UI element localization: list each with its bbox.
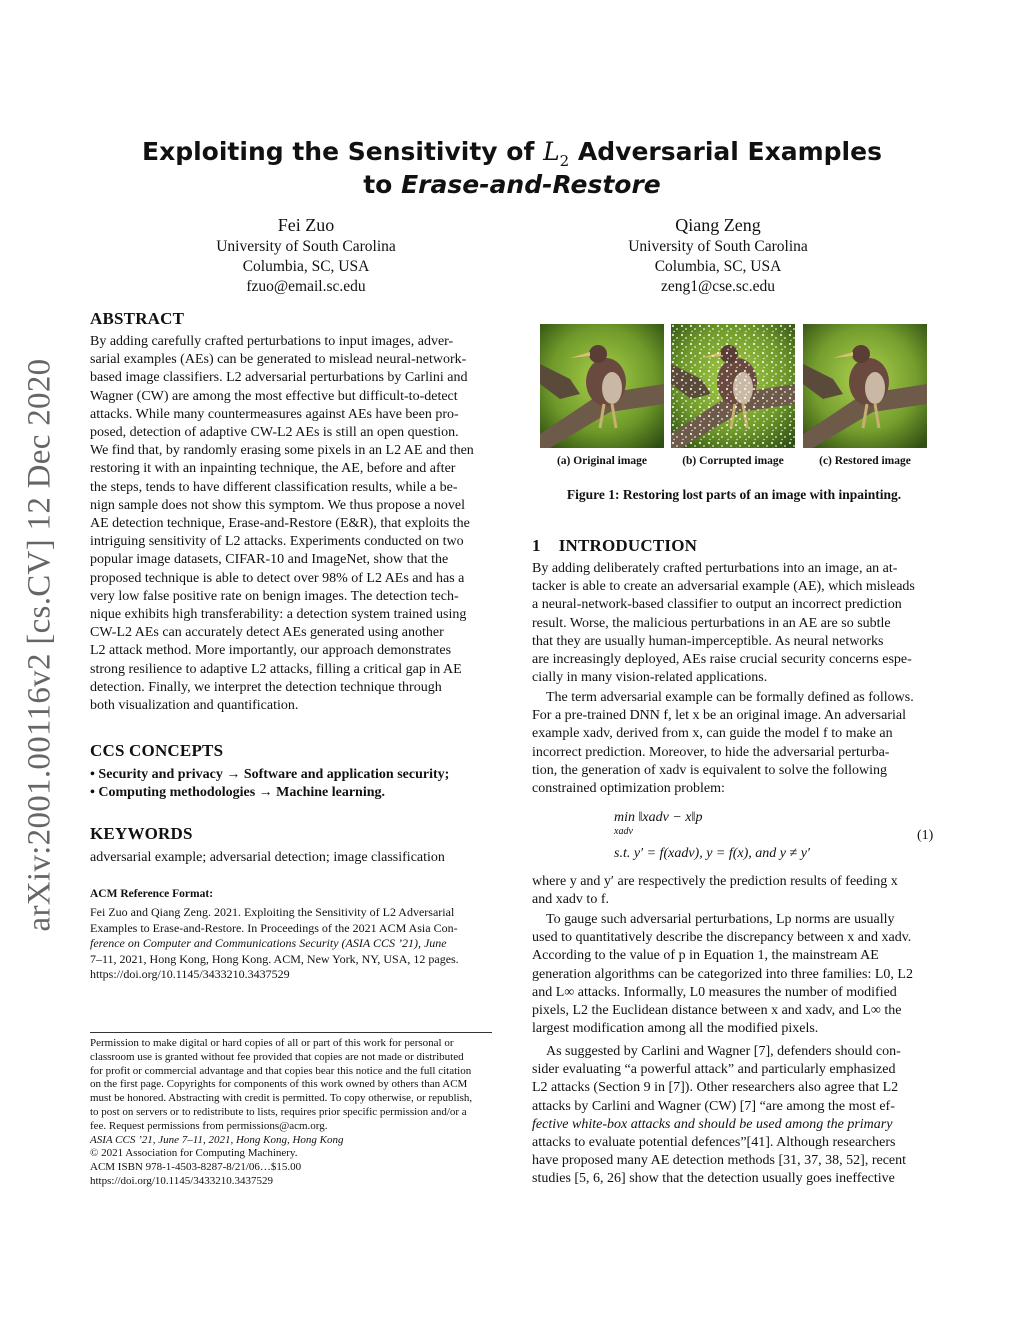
bird-corrupted-illustration: [671, 324, 795, 448]
abstract-line: nique exhibits high transferability: a detection system trained using: [90, 607, 467, 623]
text-line: L2 attacks (Section 9 in [7]). Other researchers also agree that L2: [532, 1080, 899, 1096]
abstract-heading: ABSTRACT: [90, 309, 185, 328]
figure-image-restored: [803, 324, 927, 448]
abstract-line: attacks. While many countermeasures against AEs have been pro-: [90, 406, 459, 422]
author-name: Fei Zuo: [277, 215, 335, 235]
ccs-heading: CCS CONCEPTS: [90, 741, 224, 760]
abstract-line: posed, detection of adaptive CW-L2 AEs is still an open question.: [90, 425, 459, 441]
text-line: are increasingly deployed, AEs raise crucial security concerns espe-: [532, 652, 912, 668]
text-line: cially in many vision-related applications.: [532, 670, 768, 686]
bird-original-illustration: [540, 324, 664, 448]
footnote-rule: [90, 1032, 492, 1033]
text-line: have proposed many AE detection methods [31, 37, 38, 52], recent: [532, 1153, 907, 1169]
keywords-heading: KEYWORDS: [90, 824, 193, 843]
title-line2-pre: to: [363, 170, 402, 199]
permission-line: for profit or commercial advantage and that copies bear this notice and the full citation: [90, 1064, 472, 1077]
permission-line: Permission to make digital or hard copies of all or part of this work for personal or: [90, 1037, 454, 1049]
abstract-line: Wagner (CW) are among the most effective but difficult-to-detect: [90, 388, 458, 404]
text-line: For a pre-trained DNN f, let x be an original image. An adversarial: [532, 708, 906, 724]
abstract-line: detection. Finally, we interpret the detection technique through: [90, 679, 442, 695]
text-line: and L∞ attacks. Informally, L0 measures the number of modified: [532, 984, 897, 1000]
ccs-item: • Security and privacy → Software and application security;: [90, 767, 450, 782]
title-math-sub: 2: [559, 152, 570, 170]
section-title: INTRODUCTION: [558, 536, 698, 555]
abstract-line: sarial examples (AEs) can be generated to mislead neural-network-: [90, 352, 467, 368]
title-line2-emphasis: Erase-and-Restore: [401, 170, 661, 199]
text-line: studies [5, 6, 26] show that the detection usually goes ineffective: [532, 1171, 895, 1187]
text-line: To gauge such adversarial perturbations, Lp norms are usually: [546, 912, 895, 927]
acm-reference-body: [90, 905, 492, 983]
abstract-line: popular image datasets, CIFAR-10 and ImageNet, show that the: [90, 552, 449, 568]
text-line: The term adversarial example can be formally defined as follows.: [546, 690, 914, 705]
text-line: sider evaluating “a powerful attack” and particularly emphasized: [532, 1062, 896, 1078]
section-number: 1: [532, 536, 541, 555]
text-line: incorrect prediction. Moreover, to hide the adversarial perturba-: [532, 744, 890, 760]
author-name: Qiang Zeng: [675, 215, 761, 235]
title-text-pre: Exploiting the Sensitivity of: [142, 137, 544, 166]
permission-line: fee. Request permissions from permissions@acm.org.: [90, 1119, 328, 1132]
acm-reference-line: ference on Computer and Communications Security (ASIA CCS ’21), June: [90, 936, 447, 951]
permission-line: must be honored. Abstracting with credit is permitted. To copy otherwise, or republish,: [90, 1092, 473, 1105]
abstract-line: intriguing sensitivity of L2 attacks. Experiments conducted on two: [90, 534, 464, 550]
text-line: attacks by Carlini and Wagner (CW) [7] “are among the most ef-: [532, 1098, 895, 1114]
intro-paragraph-3: [532, 873, 936, 909]
text-line: that they are usually human-imperceptible. As neural networks: [532, 633, 884, 649]
author-affiliation: University of South Carolina: [216, 238, 396, 255]
abstract-body: [90, 333, 492, 715]
intro-paragraph-2: [532, 689, 936, 798]
author-email: fzuo@email.sc.edu: [246, 278, 366, 295]
abstract-line: CW-L2 AEs can accurately detect AEs generated using another: [90, 625, 444, 641]
equation-number: (1): [917, 828, 934, 843]
permission-line: ACM ISBN 978-1-4503-8287-8/21/06…$15.00: [90, 1161, 302, 1174]
abstract-line: We find that, by randomly erasing some pixels in an L2 AE and then: [90, 443, 474, 459]
acm-reference-line: Examples to Erase-and-Restore. In Proceedings of the 2021 ACM Asia Con-: [90, 920, 458, 935]
text-line: largest modification among all the modified pixels.: [532, 1021, 819, 1037]
text-line: attacks to evaluate potential defences”[41]. Although researchers: [532, 1135, 896, 1151]
abstract-line: the steps, tends to have different classification results, while a be-: [90, 479, 458, 495]
abstract-line: L2 attack method. More importantly, our approach demonstrates: [90, 643, 452, 659]
acm-reference-line: https://doi.org/10.1145/3433210.3437529: [90, 967, 290, 982]
permission-line: © 2021 Association for Computing Machinery.: [90, 1147, 298, 1160]
text-line: tion, the generation of xadv is equivalent to solve the following: [532, 762, 887, 778]
ccs-list: [90, 766, 494, 802]
author-affiliation: University of South Carolina: [628, 238, 808, 255]
intro-paragraph-1: [532, 560, 936, 687]
text-line: constrained optimization problem:: [532, 781, 725, 797]
abstract-line: By adding carefully crafted perturbations to input images, adver-: [90, 334, 454, 349]
text-line: tacker is able to create an adversarial example (AE), which misleads: [532, 579, 915, 595]
intro-paragraph-5: [532, 1043, 936, 1189]
text-line: pixels, L2 the Euclidean distance between x and xadv, and L∞ the: [532, 1003, 902, 1019]
permission-line: ASIA CCS ’21, June 7–11, 2021, Hong Kong, Hong Kong: [90, 1133, 344, 1146]
intro-heading: [532, 536, 697, 556]
abstract-line: both visualization and quantification.: [90, 698, 299, 714]
paper-title-line2: [0, 169, 1024, 201]
subcaption-c: (c) Restored image: [819, 455, 911, 467]
figure-image-original: [540, 324, 664, 448]
subcaption-a: (a) Original image: [556, 455, 648, 467]
text-line: and xadv to f.: [532, 892, 609, 908]
author-email: zeng1@cse.sc.edu: [660, 278, 776, 295]
permission-line: classroom use is granted without fee provided that copies are not made or distributed: [90, 1050, 464, 1063]
equation-under-min: xadv: [614, 826, 633, 837]
text-line: used to quantitatively describe the discrepancy between x and xadv.: [532, 930, 912, 946]
permission-line: https://doi.org/10.1145/3433210.3437529: [90, 1174, 274, 1187]
keywords-text: adversarial example; adversarial detection; image classification: [90, 850, 445, 865]
abstract-line: restoring it with an inpainting technique, the AE, before and after: [90, 461, 456, 477]
arxiv-stamp: [18, 350, 62, 940]
abstract-line: AE detection technique, Erase-and-Restore (E&R), that exploits the: [90, 516, 470, 532]
author-location: Columbia, SC, USA: [654, 258, 782, 275]
subcaption-b: (b) Corrupted image: [682, 455, 784, 467]
acm-reference-heading: ACM Reference Format:: [90, 888, 214, 900]
text-line: As suggested by Carlini and Wagner [7], defenders should con-: [546, 1044, 901, 1059]
abstract-line: nign sample does not show this symptom. We thus propose a novel: [90, 497, 466, 513]
text-line: According to the value of p in Equation 1, the mainstream AE: [532, 948, 879, 964]
author-block-1: [166, 213, 446, 297]
acm-reference-line: Fei Zuo and Qiang Zeng. 2021. Exploiting the Sensitivity of L2 Adversarial: [90, 905, 455, 919]
text-line: example xadv, derived from x, can guide the model f to make an: [532, 726, 893, 742]
equation-line-2: s.t. y′ = f(xadv), y = f(x), and y ≠ y′: [614, 846, 810, 861]
figure-caption: Figure 1: Restoring lost parts of an image with inpainting.: [566, 487, 902, 502]
abstract-line: proposed technique is able to detect over 98% of L2 AEs and has a: [90, 570, 465, 586]
text-line: result. Worse, the malicious perturbations in an AE are so subtle: [532, 615, 891, 631]
permission-notice: [90, 1037, 492, 1189]
intro-paragraph-4: [532, 911, 936, 1038]
text-line: generation algorithms can be categorized into three families: L0, L2: [532, 966, 913, 982]
arxiv-stamp-text: arXiv:2001.00116v2 [cs.CV] 12 Dec 2020: [21, 358, 58, 932]
author-location: Columbia, SC, USA: [242, 258, 370, 275]
text-line: fective white-box attacks and should be used among the primary: [532, 1116, 893, 1132]
title-text-post: Adversarial Examples: [569, 137, 882, 166]
bird-restored-illustration: [803, 324, 927, 448]
abstract-line: strong resilience to adaptive L2 attacks, filling a critical gap in AE: [90, 661, 462, 677]
acm-reference-line: 7–11, 2021, Hong Kong, Hong Kong. ACM, New York, NY, USA, 12 pages.: [90, 951, 459, 966]
ccs-item: • Computing methodologies → Machine learning.: [90, 785, 386, 801]
author-block-2: [578, 213, 858, 297]
text-line: where y and y′ are respectively the prediction results of feeding x: [532, 874, 898, 889]
text-line: a neural-network-based classifier to output an incorrect prediction: [532, 597, 902, 613]
equation-line-1: min ‖xadv − x‖p: [614, 810, 703, 825]
title-math-L: L: [543, 137, 560, 166]
abstract-line: based image classifiers. L2 adversarial perturbations by Carlini and: [90, 370, 468, 386]
figure-image-corrupted: [671, 324, 795, 448]
permission-line: on the first page. Copyrights for components of this work owned by others than ACM: [90, 1078, 468, 1091]
abstract-line: very low false positive rate on benign images. The detection tech-: [90, 588, 459, 604]
permission-line: to post on servers or to redistribute to lists, requires prior specific permission and/or a: [90, 1105, 467, 1118]
text-line: By adding deliberately crafted perturbations into an image, an at-: [532, 561, 898, 576]
